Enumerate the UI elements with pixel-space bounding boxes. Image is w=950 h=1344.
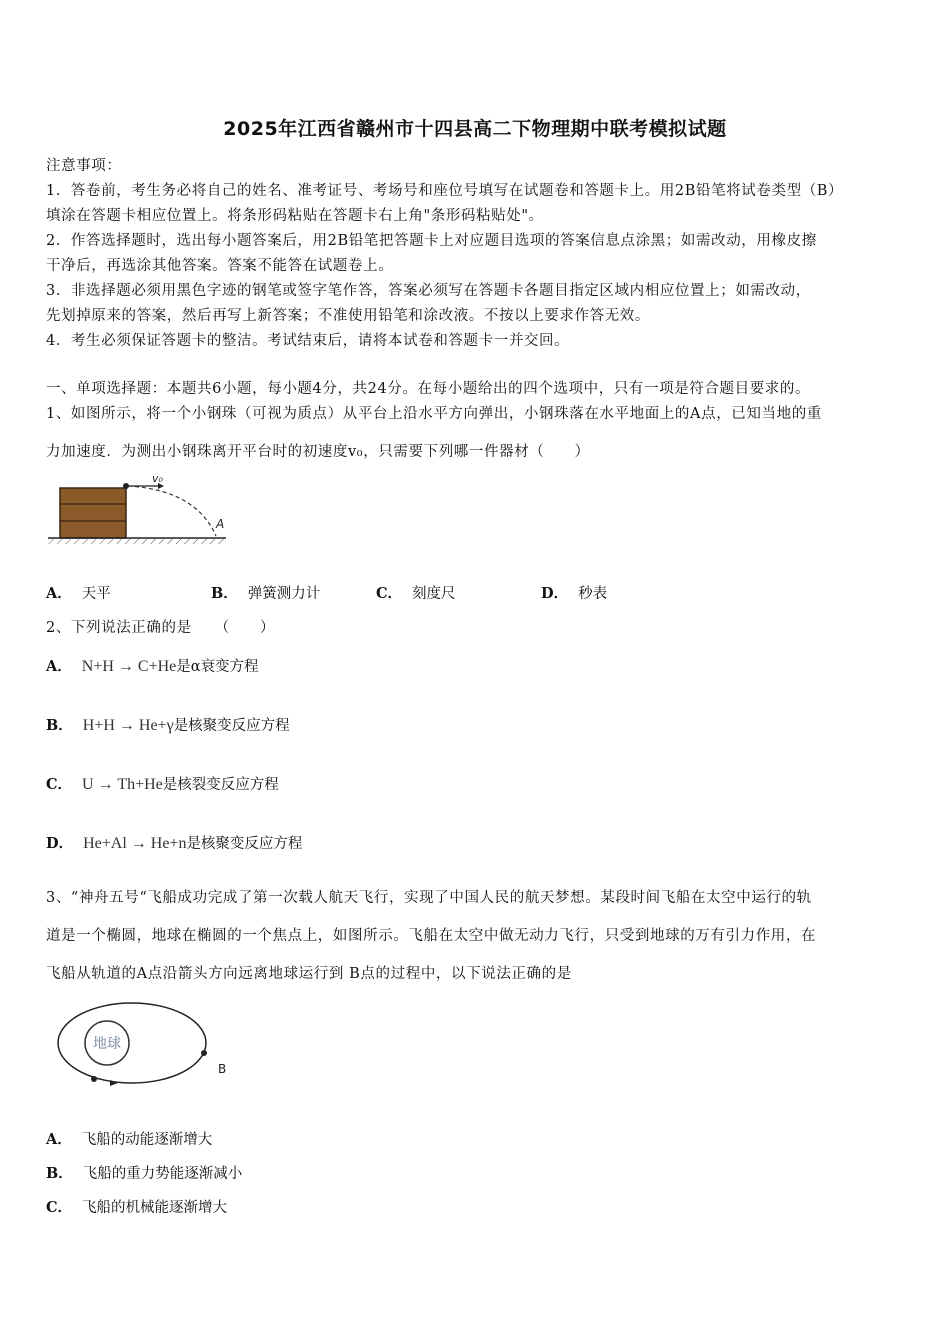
- page-title: 2025年江西省赣州市十四县高二下物理期中联考模拟试题: [223, 118, 727, 140]
- q1-option-a[interactable]: A． 天平: [46, 585, 111, 602]
- q3-option-b[interactable]: B． 飞船的重力势能逐渐减小: [46, 1165, 243, 1182]
- q3-stem-line2: 道是一个椭圆，地球在椭圆的一个焦点上，如图所示。飞船在太空中做无动力飞行，只受到地球的万有引力作用，在: [46, 928, 817, 944]
- point-a-dot: [91, 1076, 97, 1082]
- section-heading: 一、单项选择题：本题共6小题，每小题4分，共24分。在每小题给出的四个选项中，只有一项是符合题目要求的。: [46, 381, 811, 397]
- q3-stem-line3: 飞船从轨道的A点沿箭头方向远离地球运行到 B点的过程中，以下说法正确的是: [46, 966, 572, 982]
- notice-line: 填涂在答题卡相应位置上。将条形码粘贴在答题卡右上角"条形码粘贴处"。: [46, 208, 544, 224]
- equation: He+Al → He+n: [83, 835, 187, 852]
- notice-line: 干净后，再选涂其他答案。答案不能答在试题卷上。: [46, 258, 394, 274]
- q2-option-c[interactable]: C． U → Th+He是核裂变反应方程: [46, 776, 279, 793]
- q2-option-d[interactable]: D． He+Al → He+n是核聚变反应方程: [46, 835, 303, 852]
- q1-figure: [46, 470, 231, 548]
- notice-heading: 注意事项：: [46, 158, 122, 174]
- point-b-dot: [201, 1050, 207, 1056]
- q1-option-c[interactable]: C． 刻度尺: [376, 585, 456, 602]
- notice-line: 3．非选择题必须用黑色字迹的钢笔或签字笔作答，答案必须写在答题卡各题目指定区域内相应位置上；如需改动，: [46, 283, 811, 299]
- equation: N+H → C+He: [81, 658, 177, 675]
- q1-option-d[interactable]: D． 秒表: [541, 585, 608, 602]
- platform: [60, 488, 126, 538]
- point-a-label: A: [216, 517, 225, 531]
- notice-line: 先划掉原来的答案，然后再写上新答案；不准使用铅笔和涂改液。不按以上要求作答无效。: [46, 308, 650, 324]
- point-b-label: B: [218, 1062, 227, 1076]
- q1-stem-line2: 力加速度．为测出小钢珠离开平台时的初速度v₀，只需要下列哪一件器材（ ）: [46, 444, 590, 460]
- q2-option-a[interactable]: A． N+H → C+He是α衰变方程: [46, 658, 259, 675]
- notice-line: 1．答卷前，考生务必将自己的姓名、准考证号、考场号和座位号填写在试题卷和答题卡上。用2B铅笔将试卷类型（B）: [46, 183, 844, 199]
- q2-stem: 2、下列说法正确的是 （ ）: [46, 620, 276, 636]
- q3-option-c[interactable]: C． 飞船的机械能逐渐增大: [46, 1199, 228, 1216]
- q3-option-a[interactable]: A． 飞船的动能逐渐增大: [46, 1131, 213, 1148]
- orbit-ellipse: [58, 1003, 206, 1083]
- q3-stem-line1: 3、“神舟五号“飞船成功完成了第一次载人航天飞行，实现了中国人民的航天梦想。某段时间飞船在太空中运行的轨: [46, 890, 812, 906]
- q1-stem-line1: 1、如图所示，将一个小钢珠（可视为质点）从平台上沿水平方向弹出，小钢珠落在水平地面上的A点，已知当地的重: [46, 406, 822, 422]
- v0-label: v₀: [152, 472, 163, 485]
- earth-label: 地球: [93, 1036, 121, 1052]
- direction-arrow: [110, 1080, 118, 1086]
- ground-hatch: [48, 538, 226, 544]
- equation: H+H → He+γ: [82, 717, 174, 734]
- notice-line: 2．作答选择题时，选出每小题答案后，用2B铅笔把答题卡上对应题目选项的答案信息点涂黑；如需改动，用橡皮擦: [46, 233, 817, 249]
- q1-option-b[interactable]: B． 弹簧测力计: [211, 585, 321, 602]
- q2-option-b[interactable]: B． H+H → He+γ是核聚变反应方程: [46, 717, 290, 734]
- equation: U → Th+He: [82, 776, 163, 793]
- notice-line: 4．考生必须保证答题卡的整洁。考试结束后，请将本试卷和答题卡一并交回。: [46, 333, 570, 349]
- trajectory: [128, 486, 216, 536]
- q3-figure: [52, 995, 237, 1093]
